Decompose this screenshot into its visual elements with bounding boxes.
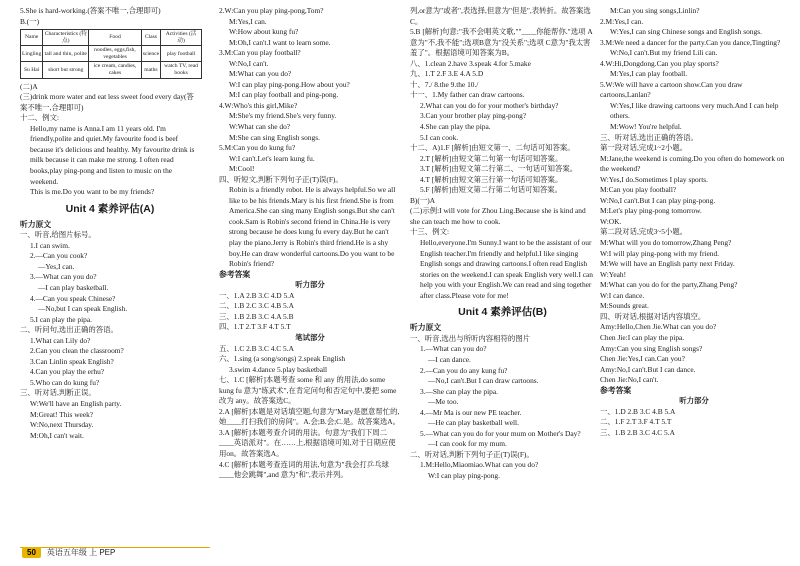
essay-closing: This is me.Do you want to be my friends? — [30, 187, 155, 197]
text-line: B.(一) — [20, 16, 40, 26]
list-item: W:Yes,I can sing Chinese songs and English songs. — [610, 27, 762, 37]
list-item: M:Wow! You're helpful. — [610, 122, 682, 132]
list-item: M:I can play football and ping-pong. — [229, 90, 339, 100]
answer-line: 一、1.A 2.B 3.C 4.D 5.A — [219, 290, 295, 300]
answer-line: (二)示例:I will vote for Zhou Ling.Because she is kind and she can teach me how to cook. — [410, 206, 588, 226]
list-item: W:I can play ping-pong.How about you? — [229, 79, 350, 89]
list-item: W:No,I can't.But my friend Lili can. — [610, 48, 718, 58]
answer-line: 六、1.sing (a song/songs) 2.speak English — [219, 354, 346, 364]
list-item: W:Yeah! — [600, 269, 627, 279]
list-item: W:Yes,I like drawing cartoons very much.And I can help others. — [610, 100, 781, 121]
table-cell: play football — [161, 46, 202, 62]
list-item: 第一段对话,完成1~2小题。 — [600, 143, 688, 153]
passage-paragraph: Robin is a friendly robot. He is always helpful.So we all like to be his friends.Mary is his first friend.She is from America.She can sing many English songs.But she can't cook.Sam is Robin's second friend in China.He is very strong because he does kung fu every day.But he can't play the piano.Jerry is Robin's third friend.He is a shy boy.He can draw wonderful cartoons.Do you want to be Robin's friend? — [229, 185, 398, 269]
table-cell: science — [141, 46, 160, 62]
answer-line: 三、1.B 2.B 3.C 4.C 5.A — [600, 427, 675, 437]
answer-line: 五、1.C 2.B 3.C 4.C 5.A — [219, 343, 294, 353]
answer-line: 列,or意为"或者",表选择,但意为"但是",表转折。故答案选C。 — [410, 6, 591, 26]
part-heading: 听力部分 — [679, 396, 709, 406]
list-item: 5.—What can you do for your mum on Mother's Day? — [420, 428, 581, 438]
list-item: M:What can you do for the party,Zhang Peng? — [600, 280, 738, 290]
table-header: Activities (活动) — [161, 30, 202, 46]
list-item: —No,but I can speak English. — [38, 304, 128, 314]
list-item: Amy:No,I can't.But I can dance. — [600, 364, 696, 374]
list-item: 5.M:Can you do kung fu? — [219, 143, 296, 153]
list-item: 5.Who can do kung fu? — [30, 377, 100, 387]
list-item: Chen Jie:I can play the pipa. — [600, 332, 685, 342]
answer-line: 4.T [解析]由短文第三行第一句话可知答案。 — [420, 174, 563, 184]
list-item: W:No,next Thursday. — [30, 420, 94, 430]
section-heading: 二、听问句,选出正确的答语。 — [20, 325, 118, 335]
list-item: 2.Can you clean the classroom? — [30, 346, 124, 356]
table-row — [21, 62, 202, 78]
section-heading: 一、听音,选出与所听内容相符的图片 — [410, 333, 531, 343]
column-1 — [20, 6, 200, 441]
answer-line: 2.A [解析]本题是对话填空题,句意为"Mary是愿意帮忙的,她____打扫我们的房间"。A.会;B.会;C.是。故答案选A。 — [219, 406, 401, 427]
answer-line: 5.B [解析]句意:"我不会唱英文歌,""____你能帮你."选项 A意为"不,我不能";选项B意为"没关系";选项 C意为"我太害羞了"。根据语境可知答案为B。 — [410, 27, 593, 58]
section-heading: 一、听音,给图片标号。 — [20, 230, 96, 240]
list-item: M:She's my friend.She's very funny. — [229, 111, 337, 121]
list-item: —I can play basketball. — [38, 282, 109, 292]
list-item: M:She can sing English songs. — [229, 132, 320, 142]
list-item: 3.Can Linlin speak English? — [30, 356, 114, 366]
column-2 — [219, 6, 401, 481]
answer-line: 十、7./ 8.the 9.the 10./ — [410, 79, 479, 89]
list-item: M:Yes,I can play football. — [610, 69, 688, 79]
answer-line: 二、1.B 2.C 3.C 4.B 5.A — [219, 301, 294, 311]
list-item: 4.—Can you speak Chinese? — [30, 293, 116, 303]
answer-line: 二、1.F 2.T 3.F 4.T 5.T — [600, 417, 672, 427]
answer-line: 一、1.D 2.B 3.C 4.B 5.A — [600, 406, 676, 416]
text-line: 十二、例文: — [20, 113, 60, 123]
table-cell: Su Hai — [21, 62, 43, 78]
section-heading: 二、听对话,判断下列句子正(T)误(F)。 — [410, 449, 534, 459]
answer-line: 九、1.T 2.F 3.E 4.A 5.D — [410, 69, 484, 79]
list-item: —He can play basketball well. — [428, 418, 519, 428]
list-item: Chen Jie:Yes,I can.Can you? — [600, 354, 685, 364]
list-item: W:I can't.Let's learn kung fu. — [229, 153, 315, 163]
book-title: 英语五年级 上 PEP — [46, 548, 116, 557]
list-item: —I can cook for my mum. — [428, 439, 507, 449]
list-item: 1.I can swim. — [30, 240, 70, 250]
list-item: 2.—Can you do any kung fu? — [420, 365, 508, 375]
table-cell: Lingling — [21, 46, 43, 62]
list-item: M:Cool! — [229, 164, 255, 174]
answer-line: 3.swim 4.dance 5.play basketball — [229, 364, 328, 374]
list-item: W:I can dance. — [600, 290, 645, 300]
unit-title: Unit 4 素养评估(A) — [65, 202, 155, 215]
list-item: M:Jane,the weekend is coming.Do you often do homework on the weekend? — [600, 153, 787, 174]
list-item: M:Can you play football? — [600, 185, 677, 195]
page-number: 50 — [22, 547, 41, 558]
list-item: 2.W:Can you play ping-pong,Tom? — [219, 6, 324, 15]
list-item: Amy:Can you sing English songs? — [600, 343, 703, 353]
list-item: W:How about kung fu? — [229, 27, 299, 37]
section-heading: 四、听短文,判断下列句子正(T)误(F)。 — [219, 174, 343, 184]
answer-line: 八、1.clean 2.have 3.speak 4.for 5.make — [410, 58, 531, 68]
answer-line: 4.C [解析]本题考查连词的用法,句意为"我会打乒乓球____他会跳舞",and 意为"和",表示并列。 — [219, 459, 389, 480]
table-cell: maths — [141, 62, 160, 78]
table-cell: ice cream, candies, cakes — [89, 62, 141, 78]
list-item: —Yes,I can. — [38, 261, 75, 271]
list-item: W:We'll have an English party. — [30, 398, 122, 408]
list-item: 2.—Can you cook? — [30, 251, 88, 261]
list-item: —I can dance. — [428, 354, 471, 364]
answer-line: 4.She can play the pipa. — [420, 122, 491, 132]
list-item: M:Can you sing songs,Linlin? — [610, 6, 700, 15]
answer-line: 十三、例文: — [410, 227, 450, 237]
list-item: M:What can you do? — [229, 69, 292, 79]
answer-line: 十一、1.My father can draw cartoons. — [410, 90, 525, 100]
list-item: 1.What can Lily do? — [30, 335, 91, 345]
answer-line: 3.Can your brother play ping-pong? — [420, 111, 527, 121]
answer-line: 七、1.C [解析]本题考查 some 和 any 的用法,do some kung fu 意为"练武术",在肯定问句和否定句中,要把 some改为 any。故答案选C。 — [219, 375, 397, 406]
table-header: Characteristics (特点) — [43, 30, 89, 46]
table-header: Name — [21, 30, 43, 46]
table-cell: noodles, eggs,fish, vegetables — [89, 46, 141, 62]
answer-line: 四、1.T 2.T 3.F 4.T 5.T — [219, 322, 291, 332]
answers-title: 参考答案 — [219, 269, 251, 279]
page-footer — [22, 547, 115, 558]
section-heading: 听力原文 — [20, 219, 52, 229]
list-item: —No,I can't.But I can draw cartoons. — [428, 376, 539, 386]
list-item: W:Yes,I do.Sometimes I play sports. — [600, 174, 708, 184]
unit-title: Unit 4 素养评估(B) — [458, 306, 547, 319]
list-item: 4.Can you play the erhu? — [30, 367, 105, 377]
table-row — [21, 46, 202, 62]
list-item: 4.—Mr Ma is our new PE teacher. — [420, 407, 522, 417]
list-item: Amy:Hello,Chen Jie.What can you do? — [600, 322, 717, 332]
answer-line: 5.I can cook. — [420, 132, 459, 142]
table-header: Class — [141, 30, 160, 46]
section-heading: 四、听对话,根据对话内容填空。 — [600, 311, 706, 321]
list-item: M:Sounds great. — [600, 301, 649, 311]
column-4 — [600, 6, 788, 438]
list-item: —Me too. — [428, 397, 459, 407]
text-line: 5.She is hard-working.(答案不唯一,合理即可) — [20, 6, 161, 15]
part-heading: 听力部分 — [295, 280, 325, 290]
column-3 — [410, 6, 595, 482]
essay-paragraph: Hello,my name is Anna.I am 11 years old. I'm friendly,polite and quiet.My favourite food is beef because it's delicious and healthy. My favourite drink is milk because it can make me strong. I often read books,play ping-pong and listen to music on the weekend. — [30, 123, 197, 186]
table-cell: tall and thin, polite — [43, 46, 89, 62]
info-table — [20, 29, 202, 79]
list-item: 第二段对话,完成3~5小题。 — [600, 227, 688, 237]
list-item: M:Oh,I can't.I want to learn some. — [229, 37, 331, 47]
list-item: 1.M:Hello,Miaomiao.What can you do? — [420, 460, 539, 470]
list-item: W:I can play ping-pong. — [428, 470, 500, 480]
answer-line: 2.What can you do for your mother's birthday? — [420, 100, 559, 110]
list-item: 3.—She can play the pipa. — [420, 386, 498, 396]
part-heading: 笔试部分 — [295, 332, 325, 342]
table-cell: short but strong — [43, 62, 89, 78]
list-item: M:Let's play ping-pong tomorrow. — [600, 206, 702, 216]
answer-line: 3.A [解析]本题考查介词的用法。句意为"我们下周二____英语派对"。在……上,根据语境可知,对于日期应使用on。故答案选A。 — [219, 427, 396, 458]
list-item: 3.M:We need a dancer for the party.Can you dance,Tingting? — [600, 37, 781, 47]
answer-line: B)(一)A — [410, 195, 436, 205]
list-item: W:No,I can't. — [229, 58, 269, 68]
list-item: W:OK. — [600, 216, 622, 226]
list-item: M:What will you do tomorrow,Zhang Peng? — [600, 238, 732, 248]
list-item: W:I will play ping-pong with my friend. — [600, 248, 719, 258]
list-item: 5.W:We will have a cartoon show.Can you draw cartoons,Lanlan? — [600, 79, 745, 100]
list-item: M:Yes,I can. — [229, 16, 267, 26]
answer-line: 5.F [解析]由短文第二行第二句话可知答案。 — [420, 185, 563, 195]
list-item: 3.—What can you do? — [30, 272, 97, 282]
answer-line: 2.T [解析]由短文第二句第一句话可知答案。 — [420, 153, 563, 163]
section-heading: 三、听对话,判断正误。 — [20, 388, 96, 398]
list-item: 3.M:Can you play football? — [219, 48, 301, 58]
list-item: 4.W:Hi,Dongdong.Can you play sports? — [600, 58, 719, 68]
list-item: Chen Jie:No,I can't. — [600, 375, 659, 385]
answers-title: 参考答案 — [600, 385, 632, 395]
section-heading: 听力原文 — [410, 323, 442, 333]
list-item: M:Oh,I can't wait. — [30, 430, 84, 440]
table-cell: watch TV, read books — [161, 62, 202, 78]
answer-line: 3.T [解析]由短文第二行第二、一句话可知答案。 — [420, 164, 578, 174]
answer-line: 十二、A)1.F [解析]由短文第一、二句话可知答案。 — [410, 143, 575, 153]
list-item: W:What can she do? — [229, 122, 291, 132]
list-item: 5.I can play the pipa. — [30, 314, 92, 324]
list-item: M:We will have an English party next Friday. — [600, 259, 735, 269]
essay-paragraph: Hello,everyone.I'm Sunny.I want to be the assistant of our English teacher.I'm friendly and helpful.I like singing English songs and drawing cartoons.I often read English stories on the weekend.I can speak English very well.I can help you with your English.We can read and sing together after class.Please vote for me! — [420, 238, 595, 300]
section-heading: 三、听对话,选出正确的答语。 — [600, 132, 698, 142]
list-item: W:No,I can't.But I can play ping-pong. — [600, 195, 716, 205]
list-item: 1.—What can you do? — [420, 344, 487, 354]
list-item: 4.W:Who's this girl,Mike? — [219, 100, 298, 110]
text-line: (三)drink more water and eat less sweet food every day(答案不唯一,合理即可) — [20, 92, 194, 112]
list-item: 2.M:Yes,I can. — [600, 16, 644, 26]
table-header: Food — [89, 30, 141, 46]
answer-line: 三、1.B 2.B 3.C 4.A 5.B — [219, 311, 294, 321]
list-item: M:Great! This week? — [30, 409, 94, 419]
text-line: (二)A — [20, 81, 38, 91]
